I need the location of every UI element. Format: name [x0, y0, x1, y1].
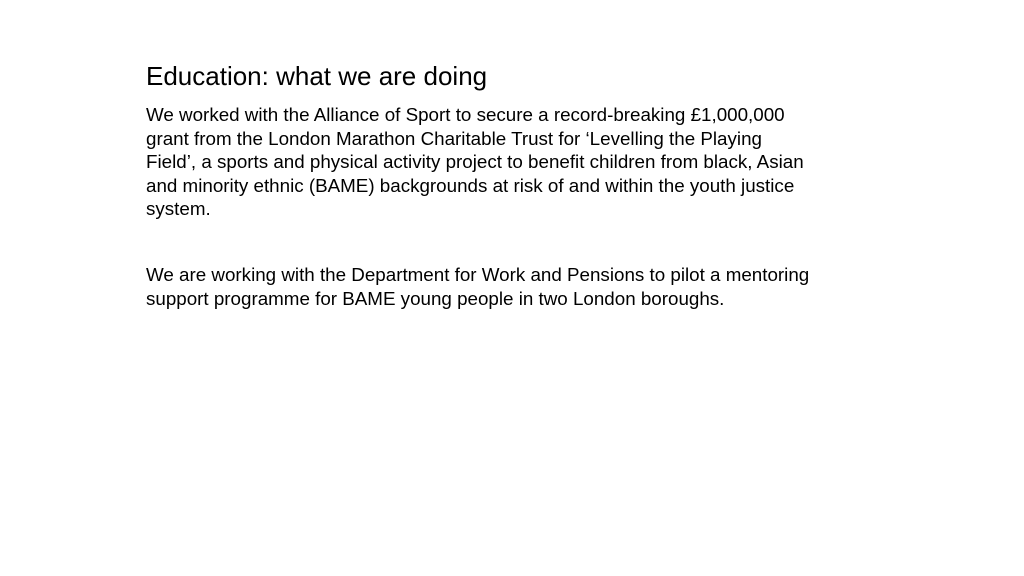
paragraph-dwp-mentoring — [146, 263, 809, 310]
paragraph-line: and minority ethnic (BAME) backgrounds at risk of and within the youth justice — [146, 174, 795, 196]
paragraph-line: system. — [146, 198, 211, 219]
slide-title: Education: what we are doing — [146, 61, 488, 91]
paragraph-line: Field’, a sports and physical activity project to benefit children from black, Asian — [146, 151, 804, 172]
paragraph-line: We are working with the Department for Work and Pensions to pilot a mentoring — [146, 264, 810, 285]
paragraph-line: support programme for BAME young people in two London boroughs. — [146, 287, 725, 309]
paragraph-line: grant from the London Marathon Charitable Trust for ‘Levelling the Playing — [146, 127, 762, 149]
paragraph-line: We worked with the Alliance of Sport to secure a record-breaking £1,000,000 — [146, 104, 785, 125]
paragraph-alliance-of-sport — [146, 103, 804, 221]
